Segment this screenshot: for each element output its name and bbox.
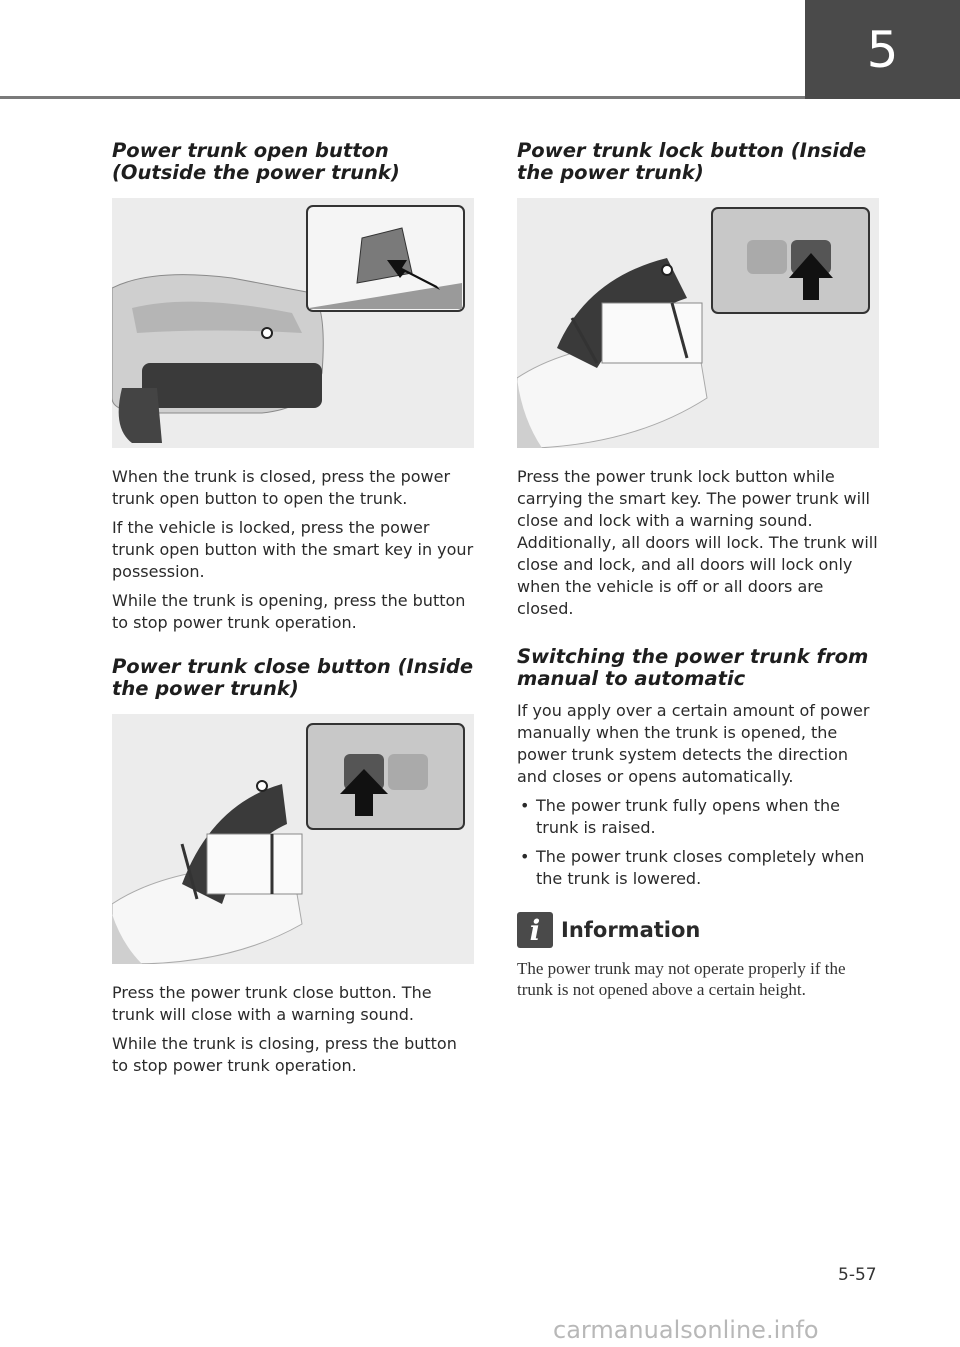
open-button-para-1: When the trunk is closed, press the power trunk open button to open the trunk. (112, 467, 451, 508)
switching-para: If you apply over a certain amount of power manually when the trunk is opened, the power trunk system detects the direction and closes or opens automatically. (517, 701, 870, 786)
switching-bullet-list (517, 795, 879, 890)
chapter-tab (805, 0, 960, 99)
open-button-para-2: If the vehicle is locked, press the power trunk open button with the smart key in your possession. (112, 518, 474, 581)
watermark: carmanualsonline.info (553, 1316, 819, 1344)
information-header (517, 912, 879, 948)
page-number: 5-57 (838, 1265, 877, 1285)
left-column (112, 140, 474, 1084)
list-item: • The power trunk fully opens when the trunk is raised. (520, 796, 840, 837)
right-column (517, 140, 879, 1000)
list-item: • The power trunk closes completely when the trunk is lowered. (520, 847, 865, 888)
switching-heading: Switching the power trunk from manual to automatic (517, 645, 869, 690)
close-button-para-1: Press the power trunk close button. The trunk will close with a warning sound. (112, 983, 432, 1024)
close-button-heading: Power trunk close button (Inside the power trunk) (112, 655, 474, 700)
open-button-heading: Power trunk open button (Outside the power trunk) (112, 139, 400, 184)
info-icon: i (517, 912, 553, 948)
header-rule (0, 96, 805, 99)
bullet-text: The power trunk fully opens when the trunk is raised. (536, 796, 840, 837)
open-button-para-3: While the trunk is opening, press the button to stop power trunk operation. (112, 591, 466, 632)
close-button-figure (112, 714, 474, 964)
information-title: Information (561, 918, 701, 942)
information-text: The power trunk may not operate properly if the trunk is not opened above a certain height. (517, 959, 846, 999)
lock-button-heading: Power trunk lock button (Inside the power trunk) (517, 139, 867, 184)
close-button-para-2: While the trunk is closing, press the button to stop power trunk operation. (112, 1034, 457, 1075)
open-button-figure (112, 198, 474, 448)
lock-button-figure (517, 198, 879, 448)
bullet-text: The power trunk closes completely when the trunk is lowered. (536, 847, 865, 888)
lock-button-para-1: Press the power trunk lock button while carrying the smart key. The power trunk will close and lock with a warning sound. Additionally, all doors will lock. The trunk will close and lock, and all doors will lock only when the vehicle is off or all doors are closed. (517, 467, 878, 618)
chapter-number: 5 (866, 20, 899, 79)
